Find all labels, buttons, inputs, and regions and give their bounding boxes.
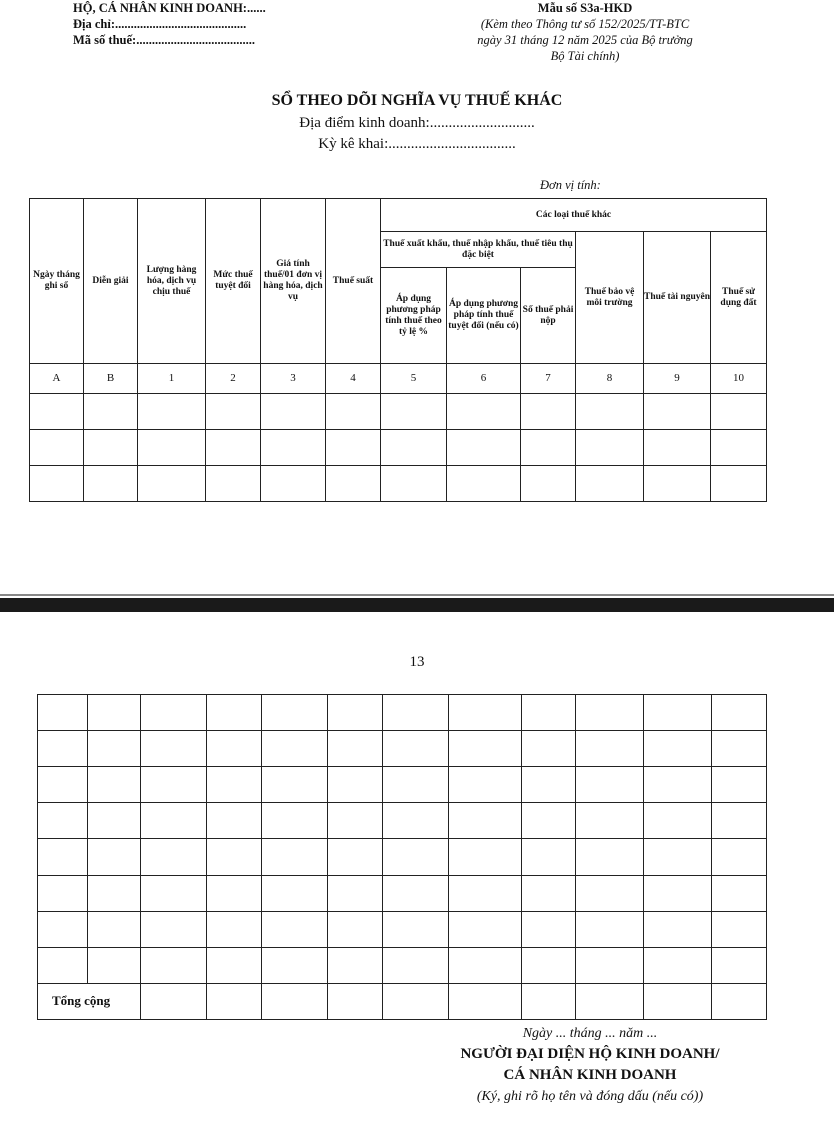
empty-cell bbox=[30, 394, 84, 430]
page-separator bbox=[0, 598, 834, 612]
empty-cell bbox=[644, 731, 712, 767]
empty-cell bbox=[328, 875, 383, 911]
empty-cell bbox=[38, 803, 88, 839]
empty-cell bbox=[261, 394, 326, 430]
empty-cell bbox=[712, 767, 767, 803]
table-row bbox=[38, 839, 767, 875]
total-cell bbox=[207, 983, 262, 1019]
empty-cell bbox=[449, 839, 522, 875]
total-cell bbox=[383, 983, 449, 1019]
header-percent-method: Áp dụng phương pháp tính thuế theo tỷ lệ % bbox=[381, 268, 447, 364]
empty-cell bbox=[141, 803, 207, 839]
empty-cell bbox=[38, 875, 88, 911]
total-cell bbox=[449, 983, 522, 1019]
empty-cell bbox=[262, 731, 328, 767]
empty-cell bbox=[522, 875, 576, 911]
tax-code-line: Mã số thuế:...................................... bbox=[73, 33, 255, 47]
index-cell: 8 bbox=[576, 364, 644, 394]
header-land-use-tax: Thuế sử dụng đất bbox=[711, 232, 767, 364]
empty-cell bbox=[712, 695, 767, 731]
empty-cell bbox=[383, 695, 449, 731]
empty-cell bbox=[576, 430, 644, 466]
address-line: Địa chỉ:.......................................... bbox=[73, 17, 247, 31]
total-cell bbox=[262, 983, 328, 1019]
index-cell: A bbox=[30, 364, 84, 394]
table-row bbox=[30, 394, 767, 430]
circular-line-3: Bộ Tài chính) bbox=[550, 49, 620, 63]
empty-cell bbox=[88, 767, 141, 803]
empty-cell bbox=[206, 394, 261, 430]
empty-cell bbox=[576, 394, 644, 430]
empty-cell bbox=[449, 803, 522, 839]
table-row bbox=[30, 430, 767, 466]
empty-cell bbox=[447, 466, 521, 502]
index-cell: 3 bbox=[261, 364, 326, 394]
empty-cell bbox=[88, 947, 141, 983]
empty-cell bbox=[38, 731, 88, 767]
circular-line-2: ngày 31 tháng 12 năm 2025 của Bộ trưởng bbox=[477, 33, 693, 47]
empty-cell bbox=[38, 911, 88, 947]
index-cell: 1 bbox=[138, 364, 206, 394]
empty-cell bbox=[207, 731, 262, 767]
empty-cell bbox=[522, 911, 576, 947]
document-title: SỔ THEO DÕI NGHĨA VỤ THUẾ KHÁC bbox=[271, 92, 563, 109]
index-cell: 10 bbox=[711, 364, 767, 394]
empty-cell bbox=[449, 695, 522, 731]
header-absolute-method: Áp dụng phương pháp tính thuế tuyệt đối (nếu có) bbox=[447, 268, 521, 364]
header-tax-payable: Số thuế phải nộp bbox=[521, 268, 576, 364]
empty-cell bbox=[328, 767, 383, 803]
empty-cell bbox=[38, 767, 88, 803]
declaration-period-line: Kỳ kê khai:.................................. bbox=[318, 136, 516, 152]
empty-cell bbox=[88, 839, 141, 875]
index-cell: 5 bbox=[381, 364, 447, 394]
header-left bbox=[73, 0, 266, 48]
empty-cell bbox=[447, 394, 521, 430]
empty-cell bbox=[711, 466, 767, 502]
empty-cell bbox=[261, 430, 326, 466]
empty-cell bbox=[38, 695, 88, 731]
empty-cell bbox=[262, 947, 328, 983]
empty-cell bbox=[207, 839, 262, 875]
empty-cell bbox=[447, 430, 521, 466]
empty-cell bbox=[522, 695, 576, 731]
table-row bbox=[38, 731, 767, 767]
empty-cell bbox=[711, 430, 767, 466]
signature-role-1: NGƯỜI ĐẠI DIỆN HỘ KINH DOANH/ bbox=[460, 1046, 720, 1062]
empty-cell bbox=[576, 803, 644, 839]
empty-cell bbox=[141, 875, 207, 911]
index-cell: 9 bbox=[644, 364, 711, 394]
empty-cell bbox=[138, 394, 206, 430]
empty-cell bbox=[141, 731, 207, 767]
empty-cell bbox=[644, 947, 712, 983]
empty-cell bbox=[521, 466, 576, 502]
empty-cell bbox=[141, 695, 207, 731]
header-tax-rate: Thuế suất bbox=[326, 199, 381, 364]
empty-cell bbox=[644, 466, 711, 502]
header-date: Ngày tháng ghi sổ bbox=[30, 199, 84, 364]
empty-cell bbox=[328, 731, 383, 767]
signature-note: (Ký, ghi rõ họ tên và đóng dấu (nếu có)) bbox=[476, 1089, 704, 1104]
empty-cell bbox=[381, 394, 447, 430]
total-cell bbox=[328, 983, 383, 1019]
empty-cell bbox=[712, 839, 767, 875]
empty-cell bbox=[141, 839, 207, 875]
empty-cell bbox=[328, 695, 383, 731]
index-cell: 4 bbox=[326, 364, 381, 394]
empty-cell bbox=[207, 767, 262, 803]
empty-cell bbox=[644, 803, 712, 839]
empty-cell bbox=[328, 803, 383, 839]
total-cell bbox=[712, 983, 767, 1019]
empty-cell bbox=[261, 466, 326, 502]
empty-cell bbox=[206, 430, 261, 466]
empty-cell bbox=[207, 875, 262, 911]
empty-cell bbox=[644, 767, 712, 803]
empty-cell bbox=[138, 466, 206, 502]
tax-ledger-table-top bbox=[29, 198, 767, 502]
index-cell: B bbox=[84, 364, 138, 394]
empty-cell bbox=[328, 947, 383, 983]
empty-cell bbox=[207, 695, 262, 731]
empty-cell bbox=[207, 911, 262, 947]
empty-cell bbox=[88, 731, 141, 767]
empty-cell bbox=[141, 911, 207, 947]
empty-cell bbox=[522, 767, 576, 803]
empty-cell bbox=[383, 947, 449, 983]
empty-cell bbox=[449, 911, 522, 947]
empty-cell bbox=[522, 803, 576, 839]
empty-cell bbox=[521, 394, 576, 430]
empty-cell bbox=[383, 803, 449, 839]
empty-cell bbox=[383, 767, 449, 803]
tax-ledger-table-continued bbox=[37, 694, 767, 1020]
table-row bbox=[38, 875, 767, 911]
empty-cell bbox=[38, 839, 88, 875]
table-row bbox=[38, 767, 767, 803]
empty-cell bbox=[712, 731, 767, 767]
empty-cell bbox=[383, 731, 449, 767]
signature-role-2: CÁ NHÂN KINH DOANH bbox=[503, 1067, 677, 1083]
empty-cell bbox=[644, 875, 712, 911]
total-cell bbox=[576, 983, 644, 1019]
empty-cell bbox=[576, 839, 644, 875]
header-other-taxes: Các loại thuế khác bbox=[381, 199, 767, 232]
empty-cell bbox=[644, 394, 711, 430]
empty-cell bbox=[88, 911, 141, 947]
empty-cell bbox=[381, 466, 447, 502]
empty-cell bbox=[521, 430, 576, 466]
empty-cell bbox=[88, 875, 141, 911]
index-cell: 6 bbox=[447, 364, 521, 394]
unit-label: Đơn vị tính: bbox=[540, 178, 601, 192]
business-location-line: Địa điểm kinh doanh:............................ bbox=[299, 115, 535, 131]
empty-cell bbox=[84, 430, 138, 466]
empty-cell bbox=[644, 839, 712, 875]
empty-cell bbox=[30, 466, 84, 502]
empty-cell bbox=[712, 947, 767, 983]
header-resource-tax: Thuế tài nguyên bbox=[644, 232, 711, 364]
empty-cell bbox=[449, 875, 522, 911]
empty-cell bbox=[326, 466, 381, 502]
empty-cell bbox=[141, 767, 207, 803]
empty-cell bbox=[576, 731, 644, 767]
empty-cell bbox=[138, 430, 206, 466]
empty-cell bbox=[88, 803, 141, 839]
empty-cell bbox=[383, 875, 449, 911]
empty-cell bbox=[38, 947, 88, 983]
empty-cell bbox=[262, 767, 328, 803]
empty-cell bbox=[262, 803, 328, 839]
empty-cell bbox=[576, 875, 644, 911]
empty-cell bbox=[328, 839, 383, 875]
empty-cell bbox=[206, 466, 261, 502]
page-number: 13 bbox=[409, 654, 425, 670]
total-label: Tổng cộng bbox=[38, 983, 141, 1019]
empty-cell bbox=[326, 430, 381, 466]
empty-cell bbox=[522, 731, 576, 767]
empty-cell bbox=[576, 767, 644, 803]
empty-cell bbox=[84, 394, 138, 430]
empty-cell bbox=[576, 947, 644, 983]
header-description: Diễn giải bbox=[84, 199, 138, 364]
empty-cell bbox=[711, 394, 767, 430]
empty-cell bbox=[262, 695, 328, 731]
empty-cell bbox=[449, 731, 522, 767]
empty-cell bbox=[381, 430, 447, 466]
empty-cell bbox=[712, 911, 767, 947]
header-quantity: Lượng hàng hóa, dịch vụ chịu thuế bbox=[138, 199, 206, 364]
empty-cell bbox=[262, 875, 328, 911]
signature-date: Ngày ... tháng ... năm ... bbox=[522, 1026, 658, 1041]
empty-cell bbox=[576, 695, 644, 731]
page-separator-shadow bbox=[0, 594, 834, 596]
empty-cell bbox=[141, 947, 207, 983]
index-cell: 2 bbox=[206, 364, 261, 394]
total-cell bbox=[522, 983, 576, 1019]
business-name-line: HỘ, CÁ NHÂN KINH DOANH:...... bbox=[73, 1, 266, 15]
table-row bbox=[38, 911, 767, 947]
empty-cell bbox=[383, 911, 449, 947]
empty-cell bbox=[84, 466, 138, 502]
empty-cell bbox=[88, 695, 141, 731]
empty-cell bbox=[712, 875, 767, 911]
empty-cell bbox=[644, 695, 712, 731]
empty-cell bbox=[326, 394, 381, 430]
empty-cell bbox=[262, 839, 328, 875]
table-row bbox=[38, 803, 767, 839]
index-cell: 7 bbox=[521, 364, 576, 394]
header-absolute-rate: Mức thuế tuyệt đối bbox=[206, 199, 261, 364]
empty-cell bbox=[207, 803, 262, 839]
form-number: Mẫu số S3a-HKD bbox=[537, 1, 633, 15]
header-right bbox=[440, 0, 730, 64]
table-row bbox=[38, 695, 767, 731]
empty-cell bbox=[30, 430, 84, 466]
empty-cell bbox=[207, 947, 262, 983]
total-cell bbox=[141, 983, 207, 1019]
empty-cell bbox=[644, 911, 712, 947]
header-import-export-excise: Thuế xuất khẩu, thuế nhập khẩu, thuế tiêu thụ đặc biệt bbox=[381, 232, 576, 268]
empty-cell bbox=[522, 947, 576, 983]
empty-cell bbox=[328, 911, 383, 947]
empty-cell bbox=[383, 839, 449, 875]
empty-cell bbox=[712, 803, 767, 839]
circular-line-1: (Kèm theo Thông tư số 152/2025/TT-BTC bbox=[480, 17, 690, 31]
table-row bbox=[38, 947, 767, 983]
empty-cell bbox=[576, 911, 644, 947]
empty-cell bbox=[262, 911, 328, 947]
total-cell bbox=[644, 983, 712, 1019]
empty-cell bbox=[522, 839, 576, 875]
empty-cell bbox=[449, 767, 522, 803]
table-row bbox=[30, 466, 767, 502]
empty-cell bbox=[644, 430, 711, 466]
header-taxable-price: Giá tính thuế/01 đơn vị hàng hóa, dịch vụ bbox=[261, 199, 326, 364]
empty-cell bbox=[576, 466, 644, 502]
empty-cell bbox=[449, 947, 522, 983]
header-environment-tax: Thuế bảo vệ môi trường bbox=[576, 232, 644, 364]
